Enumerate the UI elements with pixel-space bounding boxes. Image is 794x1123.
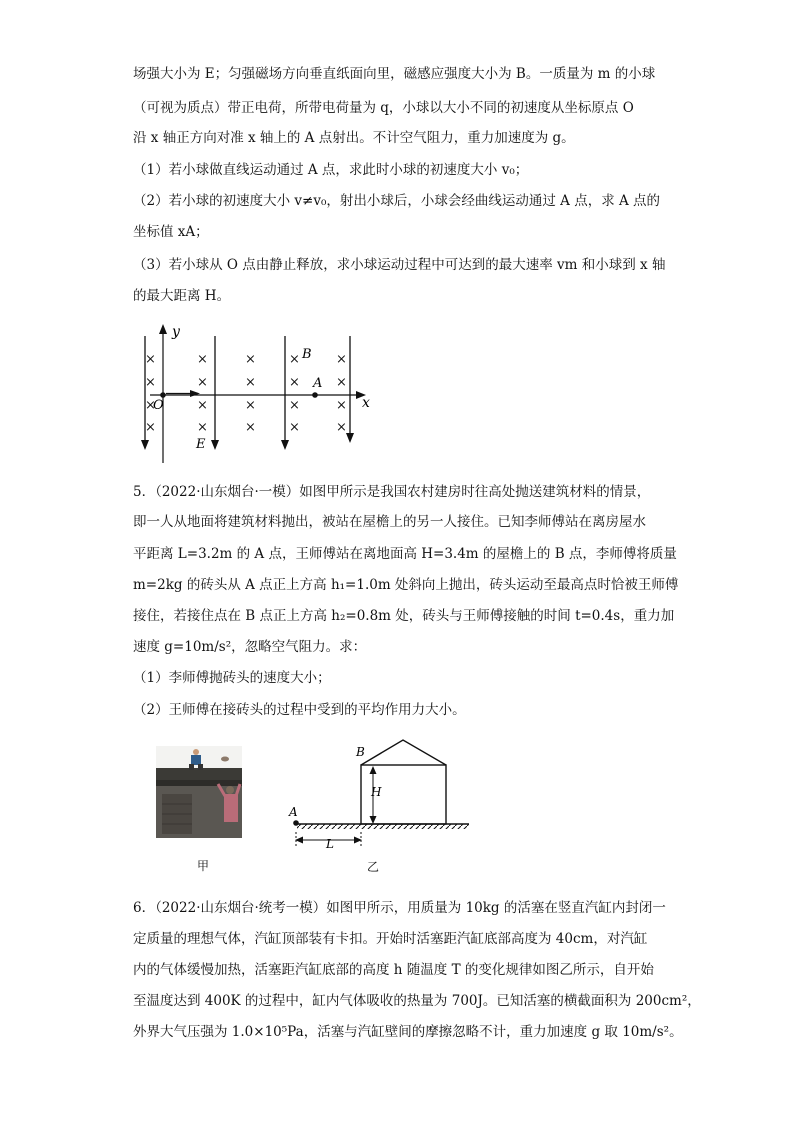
caption-left: 甲 xyxy=(197,859,210,873)
ground-hatch xyxy=(297,824,469,829)
svg-text:×: × xyxy=(289,352,300,367)
problem4-line-3: 沿 x 轴正方向对准 x 轴上的 A 点射出。不计空气阻力，重力加速度为 g。 xyxy=(133,130,575,146)
point-a xyxy=(293,820,299,826)
problem6-line-2: 定质量的理想气体，汽缸顶部装有卡扣。开始时活塞距汽缸底部高度为 40cm，对汽缸 xyxy=(133,931,648,947)
x-axis-label: x xyxy=(362,395,370,411)
svg-text:×: × xyxy=(145,352,156,367)
problem4-question-2-line-1: （2）若小球的初速度大小 v≠v₀，射出小球后，小球会经曲线运动通过 A 点，求 A 点的 xyxy=(133,193,661,209)
point-b-label: B xyxy=(356,745,365,759)
problem5-question-2: （2）王师傅在接砖头的过程中受到的平均作用力大小。 xyxy=(133,702,466,718)
problem4-question-1: （1）若小球做直线运动通过 A 点，求此时小球的初速度大小 v₀； xyxy=(133,162,529,178)
svg-text:×: × xyxy=(197,375,208,390)
svg-text:×: × xyxy=(245,398,256,413)
problem4-line-1: 场强大小为 E；匀强磁场方向垂直纸面向里，磁感应强度大小为 B。一质量为 m 的小球 xyxy=(133,66,656,82)
problem4-question-3-line-1: （3）若小球从 O 点由静止释放，求小球运动过程中可达到的最大速率 vm 和小球到 x 轴 xyxy=(133,257,666,273)
problem5-question-1: （1）李师傅抛砖头的速度大小； xyxy=(133,670,331,686)
field-diagram xyxy=(130,318,390,477)
distance-label: L xyxy=(326,837,334,851)
problem5-line-4: m=2kg 的砖头从 A 点正上方高 h₁=1.0m 处斜向上抛出，砖头运动至最高点时恰被王师傅 xyxy=(133,577,679,593)
svg-text:×: × xyxy=(145,420,156,435)
svg-text:×: × xyxy=(245,375,256,390)
svg-text:×: × xyxy=(336,375,347,390)
svg-text:×: × xyxy=(245,420,256,435)
height-label: H xyxy=(371,785,382,799)
b-field-label: B xyxy=(302,347,312,362)
svg-text:×: × xyxy=(245,352,256,367)
problem5-line-6: 速度 g=10m/s²，忽略空气阻力。求： xyxy=(133,639,367,655)
svg-text:×: × xyxy=(289,398,300,413)
problem6-line-4: 至温度达到 400K 的过程中，缸内气体吸收的热量为 700J。已知活塞的横截面积为 200cm²， xyxy=(133,993,701,1009)
problem6-line-5: 外界大气压强为 1.0×10⁵Pa，活塞与汽缸壁间的摩擦忽略不计，重力加速度 g 取 10m/s²。 xyxy=(133,1024,683,1040)
y-axis-label: y xyxy=(172,324,180,340)
svg-text:×: × xyxy=(145,398,156,413)
point-a-label: A xyxy=(313,376,323,391)
problem4-question-3-line-2: 的最大距离 H。 xyxy=(133,288,231,304)
svg-text:×: × xyxy=(289,420,300,435)
svg-text:×: × xyxy=(197,420,208,435)
ball-at-origin xyxy=(160,392,166,398)
point-a xyxy=(312,392,318,398)
problem5-line-3: 平距离 L=3.2m 的 A 点，王师傅站在离地面高 H=3.4m 的屋檐上的 B 点，李师傅将质量 xyxy=(133,546,677,562)
svg-text:×: × xyxy=(197,398,208,413)
house-roof xyxy=(361,740,446,765)
problem5-line-5: 接住，若接住点在 B 点正上方高 h₂=0.8m 处，砖头与王师傅接触的时间 t=0.4s，重力加 xyxy=(133,608,675,624)
problem5-line-2: 即一人从地面将建筑材料抛出，被站在屋檐上的另一人接住。已知李师傅站在离房屋水 xyxy=(133,514,646,530)
svg-text:×: × xyxy=(197,352,208,367)
problem5-line-1: 5．（2022·山东烟台·一模）如图甲所示是我国农村建房时往高处抛送建筑材料的情景， xyxy=(133,484,651,500)
construction-photo xyxy=(156,746,242,838)
problem4-line-2: （可视为质点）带正电荷，所带电荷量为 q，小球以大小不同的初速度从坐标原点 O xyxy=(133,100,634,116)
svg-text:×: × xyxy=(145,375,156,390)
problem6-line-1: 6．（2022·山东烟台·统考一模）如图甲所示，用质量为 10kg 的活塞在竖直汽缸内封闭一 xyxy=(133,900,666,916)
svg-text:×: × xyxy=(336,352,347,367)
problem4-question-2-line-2: 坐标值 xA； xyxy=(133,224,209,240)
caption-right: 乙 xyxy=(367,860,380,874)
svg-text:×: × xyxy=(336,398,347,413)
svg-text:×: × xyxy=(289,375,300,390)
e-field-label: E xyxy=(196,437,206,452)
point-a-label: A xyxy=(289,805,298,819)
house-diagram xyxy=(287,736,477,875)
svg-text:×: × xyxy=(336,420,347,435)
origin-label: O xyxy=(153,398,164,413)
problem6-line-3: 内的气体缓慢加热，活塞距汽缸底部的高度 h 随温度 T 的变化规律如图乙所示，自开始 xyxy=(133,962,654,978)
